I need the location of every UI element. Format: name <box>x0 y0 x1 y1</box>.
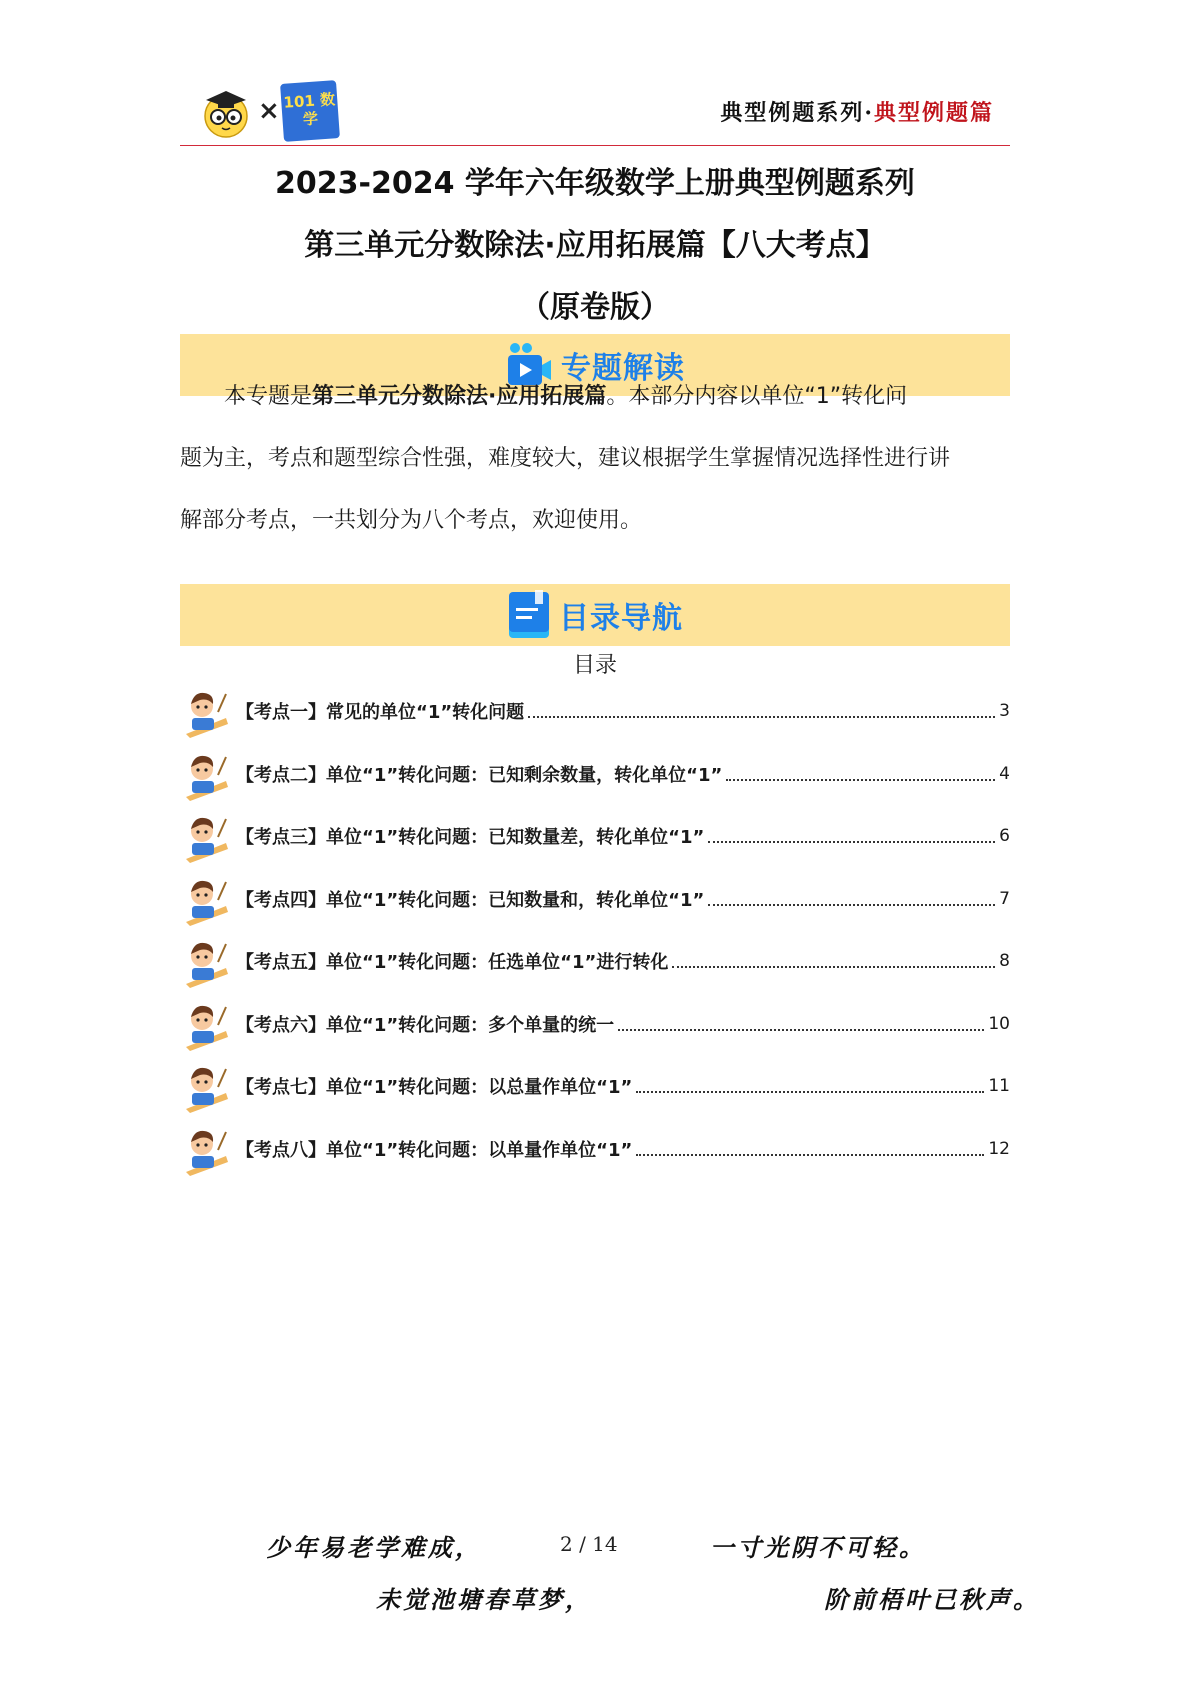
intro-text-b: 。本部分内容以单位“1”转化问 <box>606 384 908 409</box>
doc-subtitle: 第三单元分数除法·应用拓展篇【八大考点】 <box>304 228 886 263</box>
intro-banner-title: 专题解读 <box>561 351 685 386</box>
doc-title: 2023-2024 学年六年级数学上册典型例题系列 <box>275 166 915 201</box>
toc-leader-dots <box>636 1091 984 1093</box>
toc-leader-dots <box>528 716 995 718</box>
toc-item-label: 【考点二】单位“1”转化问题：已知剩余数量，转化单位“1” <box>236 764 723 786</box>
student-reading-icon <box>182 1122 230 1176</box>
document-icon <box>507 590 551 640</box>
cross-sign: × <box>258 96 280 126</box>
student-reading-icon <box>182 1059 230 1113</box>
toc-item[interactable] <box>182 868 1010 931</box>
toc-heading: 目录 <box>572 653 617 678</box>
student-reading-icon <box>182 747 230 801</box>
toc-banner <box>180 584 1010 646</box>
toc-item[interactable] <box>182 805 1010 868</box>
poem-line-2: 一寸光阴不可轻。 <box>710 1533 926 1562</box>
student-reading-icon <box>182 809 230 863</box>
toc-item[interactable] <box>182 993 1010 1056</box>
toc-item[interactable] <box>182 680 1010 743</box>
page-number: 2 / 14 <box>560 1532 618 1556</box>
toc-leader-dots <box>708 841 995 843</box>
toc-item-page: 7 <box>999 888 1010 909</box>
toc-item-page: 8 <box>999 951 1010 972</box>
toc-item-label: 【考点八】单位“1”转化问题：以单量作单位“1” <box>236 1139 633 1161</box>
toc-item-label: 【考点一】常见的单位“1”转化问题 <box>236 702 525 724</box>
toc-item-label: 【考点七】单位“1”转化问题：以总量作单位“1” <box>236 1077 633 1099</box>
toc-leader-dots <box>708 904 995 906</box>
toc-item[interactable] <box>182 1055 1010 1118</box>
owl-mascot-icon <box>200 86 252 138</box>
toc-leader-dots <box>672 966 995 968</box>
intro-line-3: 解部分考点，一共划分为八个考点，欢迎使用。 <box>180 508 643 533</box>
intro-text-a: 本专题是 <box>224 384 313 409</box>
toc-leader-dots <box>726 779 995 781</box>
toc-item-label: 【考点三】单位“1”转化问题：已知数量差，转化单位“1” <box>236 827 705 849</box>
toc-item-label: 【考点四】单位“1”转化问题：已知数量和，转化单位“1” <box>236 889 705 911</box>
header-logo <box>200 82 360 142</box>
toc-item[interactable] <box>182 1118 1010 1181</box>
toc-item-page: 11 <box>988 1076 1010 1097</box>
intro-line-2: 题为主，考点和题型综合性强，难度较大，建议根据学生掌握情况选择性进行讲 <box>180 446 951 471</box>
intro-line-1 <box>180 366 1010 428</box>
toc-item-label: 【考点五】单位“1”转化问题：任选单位“1”进行转化 <box>236 952 669 974</box>
brand-logo: 101 数学 <box>280 80 340 142</box>
poem-line-4: 阶前梧叶已秋声。 <box>824 1585 1040 1614</box>
student-reading-icon <box>182 684 230 738</box>
toc-item-page: 4 <box>999 763 1010 784</box>
toc-item-label: 【考点六】单位“1”转化问题：多个单量的统一 <box>236 1014 615 1036</box>
student-reading-icon <box>182 872 230 926</box>
toc-list <box>182 680 1010 1180</box>
header-divider <box>180 145 1010 146</box>
series-label: 典型例题系列· <box>720 100 874 126</box>
toc-item[interactable] <box>182 743 1010 806</box>
series-highlight: 典型例题篇 <box>873 100 994 126</box>
student-reading-icon <box>182 997 230 1051</box>
poem-line-3: 未觉池塘春草梦， <box>376 1585 592 1614</box>
doc-edition: （原卷版） <box>520 290 670 325</box>
toc-item-page: 3 <box>999 701 1010 722</box>
intro-paragraph <box>180 366 1010 552</box>
toc-item-page: 10 <box>988 1013 1010 1034</box>
student-reading-icon <box>182 934 230 988</box>
toc-item-page: 6 <box>999 826 1010 847</box>
toc-banner-title: 目录导航 <box>559 601 683 636</box>
toc-leader-dots <box>618 1029 984 1031</box>
intro-text-bold: 第三单元分数除法·应用拓展篇 <box>312 384 607 409</box>
toc-item-page: 12 <box>988 1138 1010 1159</box>
poem-line-1: 少年易老学难成， <box>266 1533 482 1562</box>
toc-leader-dots <box>636 1154 984 1156</box>
toc-item[interactable] <box>182 930 1010 993</box>
series-title <box>720 96 994 127</box>
